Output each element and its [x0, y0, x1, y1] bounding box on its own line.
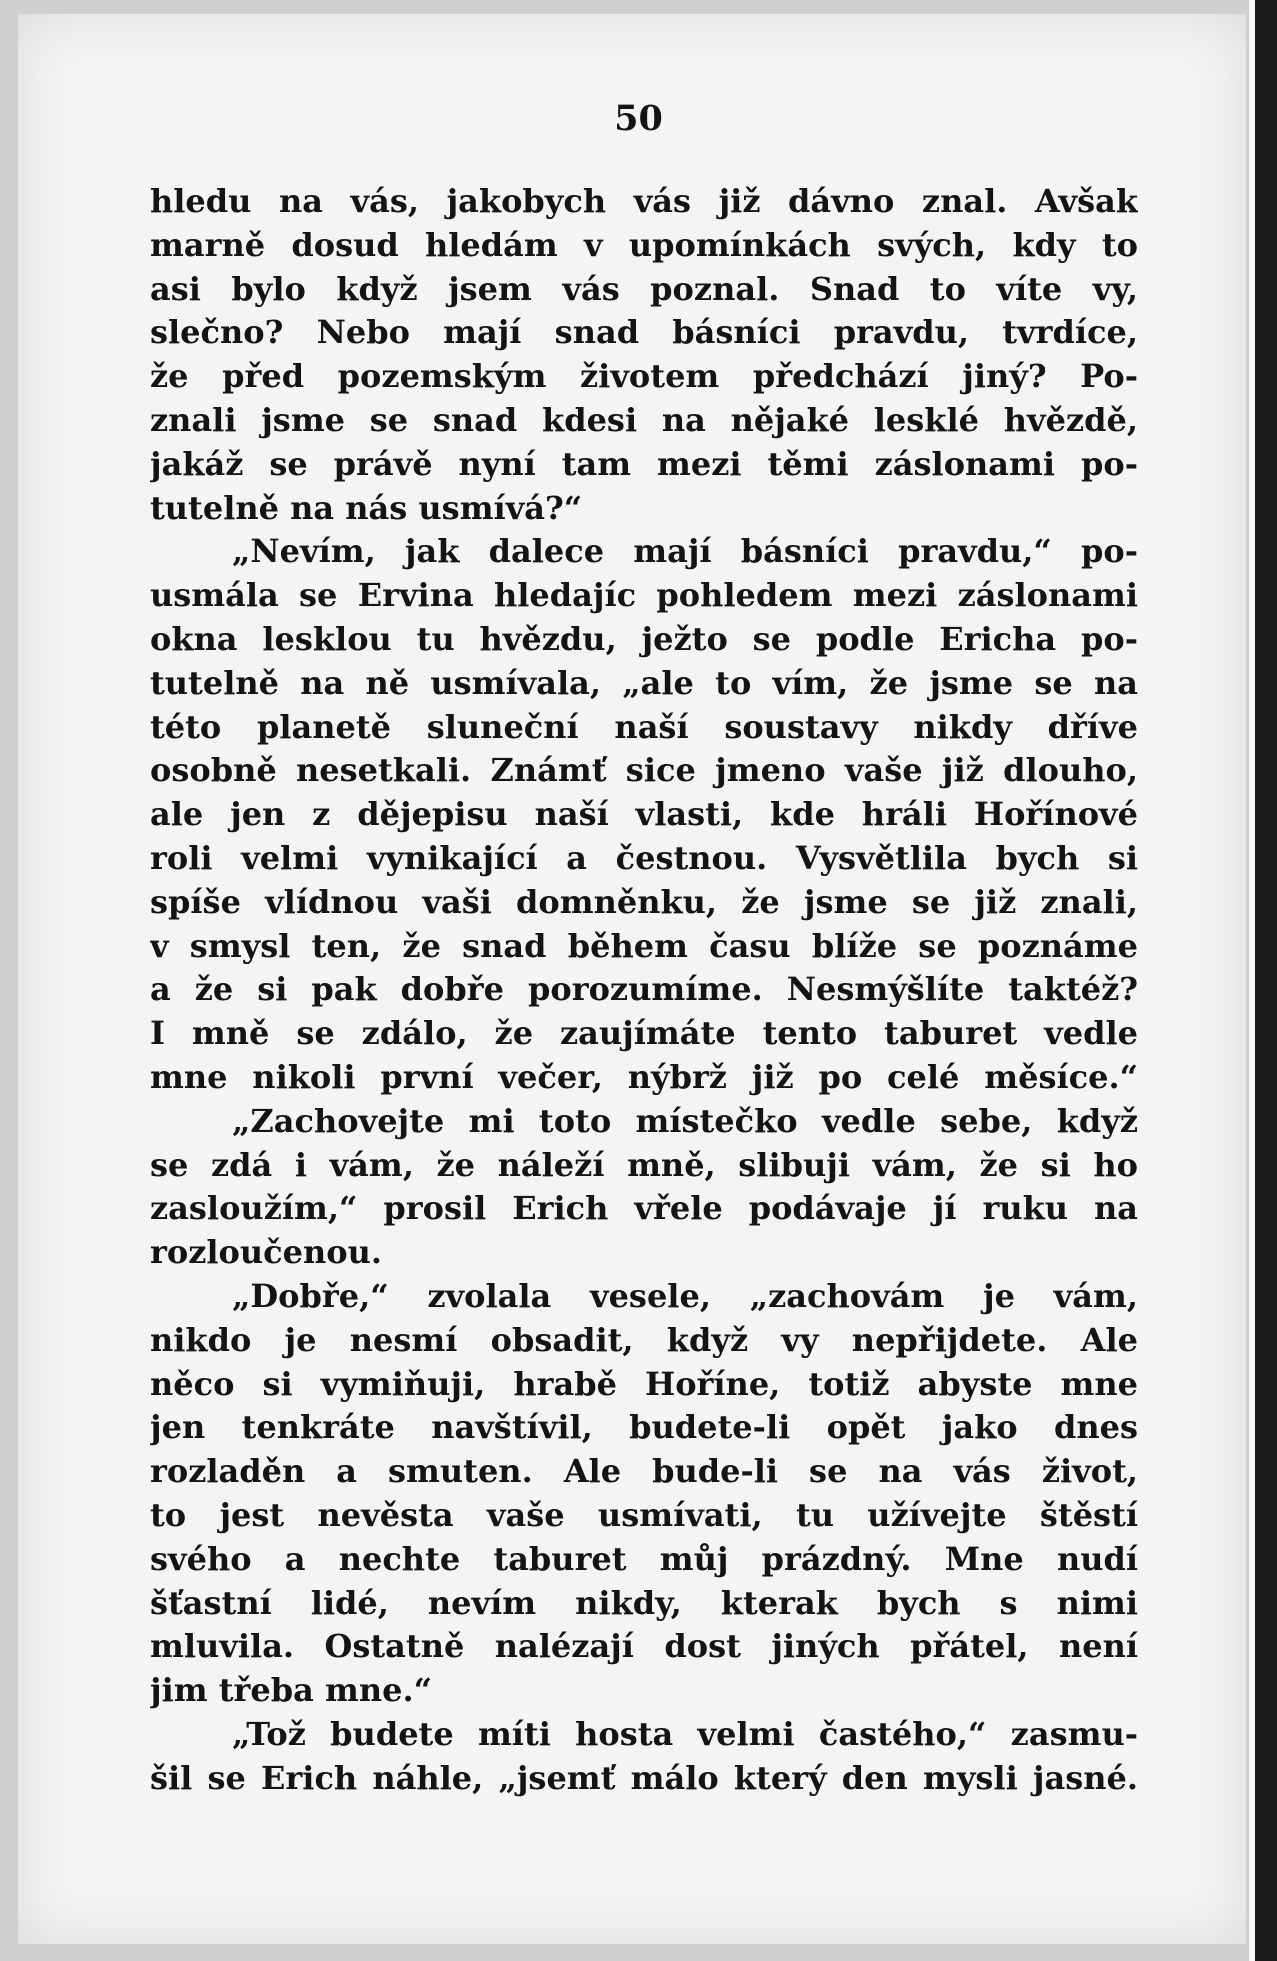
- text-line: hledu na vás, jakobych vás již dávno znal. Avšak: [150, 182, 1138, 220]
- text-line: jen tenkráte navštívil, budete-li opět jako dnes: [150, 1408, 1138, 1447]
- text-line: v smysl ten, že snad během času blíže se poznáme: [150, 926, 1138, 965]
- text-line: rozladěn a smuten. Ale bude-li se na vás život,: [150, 1452, 1138, 1491]
- text-line: se zdá i vám, že náleží mně, slibuji vám, že si ho: [150, 1145, 1138, 1184]
- text-line: usmála se Ervina hledajíc pohledem mezi záslonami: [150, 576, 1138, 615]
- text-line: spíše vlídnou vaši domněnku, že jsme se již znali,: [150, 882, 1138, 921]
- text-line: této planetě sluneční naší soustavy nikdy dříve: [150, 707, 1138, 746]
- text-line: to jest nevěsta vaše usmívati, tu užívejte štěstí: [150, 1495, 1138, 1534]
- text-line: šťastní lidé, nevím nikdy, kterak bych s nimi: [150, 1583, 1138, 1622]
- text-line: ale jen z dějepisu naší vlasti, kde hráli Hořínové: [150, 795, 1138, 834]
- body-text: [150, 180, 1138, 1800]
- text-line: „Nevím, jak dalece mají básníci pravdu,“ po-: [232, 532, 1138, 571]
- text-line: I mně se zdálo, že zaujímáte tento taburet vedle: [150, 1014, 1138, 1053]
- text-line: tutelně na nás usmívá?“: [150, 488, 583, 527]
- text-line: slečno? Nebo mají snad básníci pravdu, tvrdíce,: [150, 313, 1138, 352]
- text-line: svého a nechte taburet můj prázdný. Mne nudí: [150, 1539, 1138, 1578]
- text-line: „Tož budete míti hosta velmi častého,“ zasmu-: [232, 1714, 1138, 1753]
- text-line: a že si pak dobře porozumíme. Nesmýšlíte taktéž?: [150, 970, 1138, 1009]
- text-line: roli velmi vynikající a čestnou. Vysvětlila bych si: [150, 838, 1138, 877]
- text-line: nikdo je nesmí obsadit, když vy nepřijdete. Ale: [150, 1320, 1138, 1359]
- text-line: zasloužím,“ prosil Erich vřele podávaje jí ruku na: [150, 1189, 1138, 1228]
- text-line: marně dosud hledám v upomínkách svých, kdy to: [150, 225, 1138, 264]
- page-number: 50: [614, 98, 663, 139]
- text-line: že před pozemským životem předchází jiný? Po-: [150, 357, 1138, 396]
- text-line: jakáž se právě nyní tam mezi těmi záslonami po-: [150, 444, 1138, 483]
- text-line: mne nikoli první večer, nýbrž již po celé měsíce.“: [150, 1057, 1138, 1096]
- text-line: rozloučenou.: [150, 1233, 382, 1272]
- text-line: „Dobře,“ zvolala vesele, „zachovám je vám,: [232, 1276, 1138, 1315]
- text-line: znali jsme se snad kdesi na nějaké lesklé hvězdě,: [150, 400, 1138, 439]
- text-line: tutelně na ně usmívala, „ale to vím, že jsme se na: [150, 663, 1138, 702]
- text-line: šil se Erich náhle, „jsemť málo který den mysli jasné.: [150, 1758, 1138, 1797]
- text-line: osobně nesetkali. Známť sice jmeno vaše již dlouho,: [150, 751, 1138, 790]
- text-line: okna lesklou tu hvězdu, ježto se podle Ericha po-: [150, 619, 1138, 658]
- text-line: mluvila. Ostatně nalézají dost jiných přátel, není: [150, 1627, 1138, 1666]
- text-line: „Zachovejte mi toto místečko vedle sebe, když: [232, 1101, 1138, 1140]
- scan-binding-edge: [1255, 0, 1277, 1961]
- text-line: jim třeba mne.“: [150, 1671, 433, 1710]
- text-line: něco si vymiňuji, hrabě Hoříne, totiž abyste mne: [150, 1364, 1138, 1403]
- text-line: asi bylo když jsem vás poznal. Snad to víte vy,: [150, 269, 1138, 308]
